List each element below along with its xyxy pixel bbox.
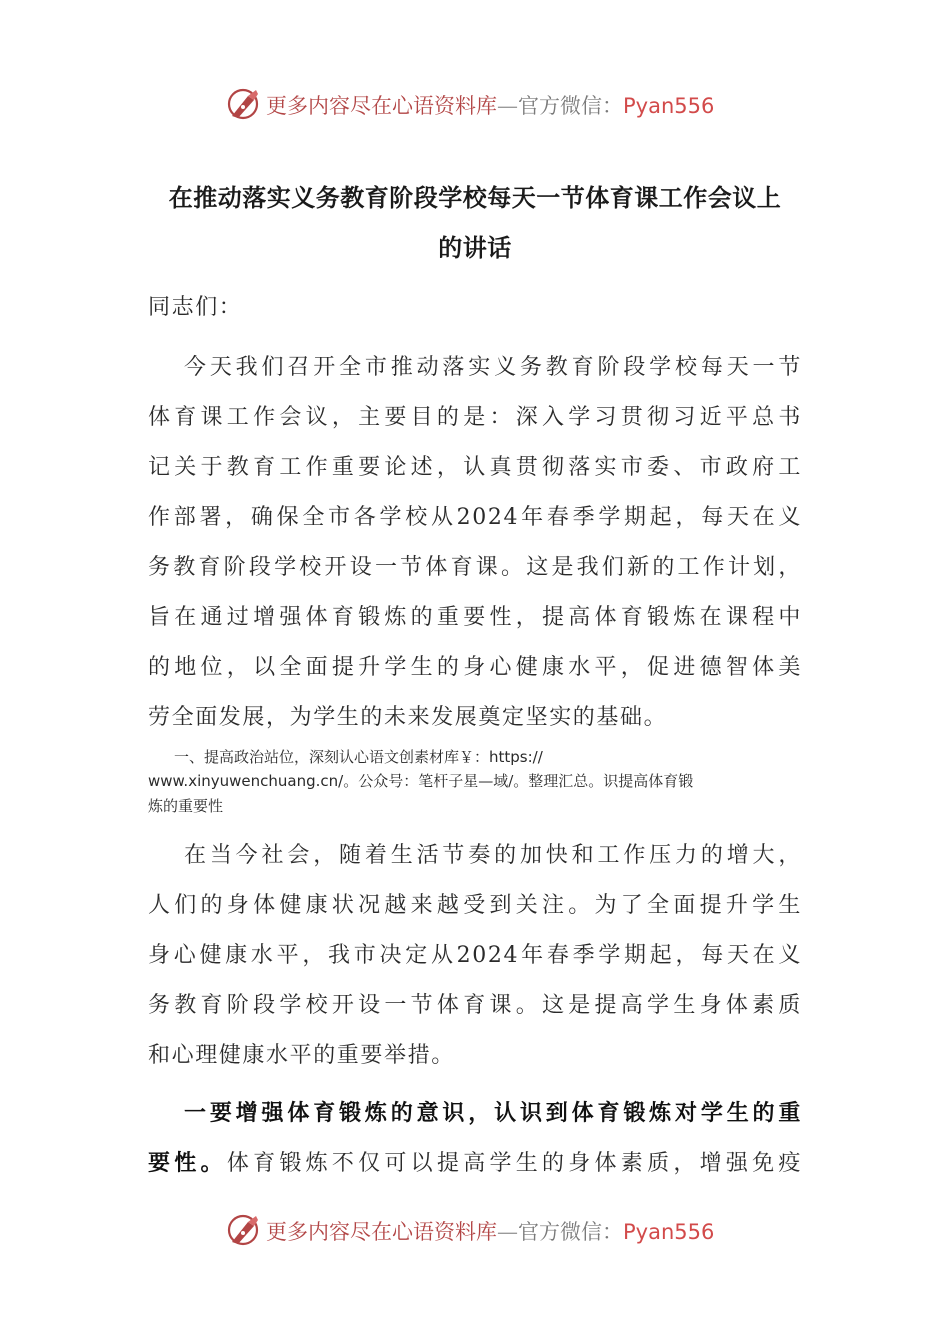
- banner-dash: —: [497, 94, 518, 118]
- para1-line: 劳全面发展，为学生的未来发展奠定坚实的基础。: [148, 705, 668, 730]
- section-heading-url-part2: www.xinyuwenchuang.cn/: [148, 772, 344, 790]
- banner-text: [266, 1216, 714, 1246]
- section-heading-line3: 炼的重要性: [148, 797, 224, 815]
- section-heading-line1: [148, 746, 802, 767]
- pen-nib-logo-icon: [226, 86, 262, 122]
- banner-library-text: 更多内容尽在心语资料库: [266, 1220, 497, 1244]
- para1-line: 作部署，确保全市各学校从2024年春季学期起，每天在义: [148, 505, 802, 530]
- section-heading-line2: [148, 770, 802, 791]
- para1-line: 旨在通过增强体育锻炼的重要性，提高体育锻炼在课程中: [148, 605, 802, 630]
- para2-line: 人们的身体健康状况越来越受到关注。为了全面提升学生: [148, 893, 802, 918]
- banner-dash: —: [497, 1220, 518, 1244]
- banner-text: [266, 90, 714, 120]
- banner-wechat-id: Pyan556: [623, 1220, 715, 1244]
- para1-line: 记关于教育工作重要论述，认真贯彻落实市委、市政府工: [148, 455, 802, 480]
- section-heading-url-part1: https://: [489, 748, 543, 766]
- pen-nib-logo-icon: [226, 1212, 262, 1248]
- para3-bold-end: 要性。: [148, 1150, 227, 1176]
- para2-line: 务教育阶段学校开设一节体育课。这是提高学生身体素质: [148, 993, 802, 1018]
- para1-line: 务教育阶段学校开设一节体育课。这是我们新的工作计划，: [148, 555, 802, 580]
- banner-wechat-label: 官方微信：: [518, 94, 623, 118]
- banner-wechat-id: Pyan556: [623, 94, 715, 118]
- para3-text: 体育锻炼不仅可以提高学生的身体素质，增强免疫: [226, 1151, 803, 1176]
- section-heading-text: 。公众号：笔杆子星—域/。整理汇总。识提高体育锻: [343, 772, 694, 790]
- salutation: 同志们：: [148, 295, 243, 320]
- para1-line: 今天我们召开全市推动落实义务教育阶段学校每天一节: [184, 355, 802, 380]
- para2-line: 身心健康水平，我市决定从2024年春季学期起，每天在义: [148, 943, 802, 968]
- para3-bold-line: 一要增强体育锻炼的意识，认识到体育锻炼对学生的重: [184, 1100, 802, 1126]
- para1-line: 体育课工作会议，主要目的是：深入学习贯彻习近平总书: [148, 405, 802, 430]
- banner-library-text: 更多内容尽在心语资料库: [266, 94, 497, 118]
- document-title-line2: 的讲话: [438, 233, 512, 262]
- section-heading-text: 一、提高政治站位，深刻认心语文创素材库￥：: [174, 748, 490, 766]
- para1-line: 的地位，以全面提升学生的身心健康水平，促进德智体美: [148, 655, 802, 680]
- header-watermark-banner: [0, 84, 950, 124]
- para2-line: 在当今社会，随着生活节奏的加快和工作压力的增大，: [184, 843, 802, 868]
- para3-line: [148, 1146, 802, 1177]
- footer-watermark-banner: [0, 1210, 950, 1250]
- banner-wechat-label: 官方微信：: [518, 1220, 623, 1244]
- para2-line: 和心理健康水平的重要举措。: [148, 1043, 455, 1068]
- document-title-line1: 在推动落实义务教育阶段学校每天一节体育课工作会议上: [168, 183, 782, 212]
